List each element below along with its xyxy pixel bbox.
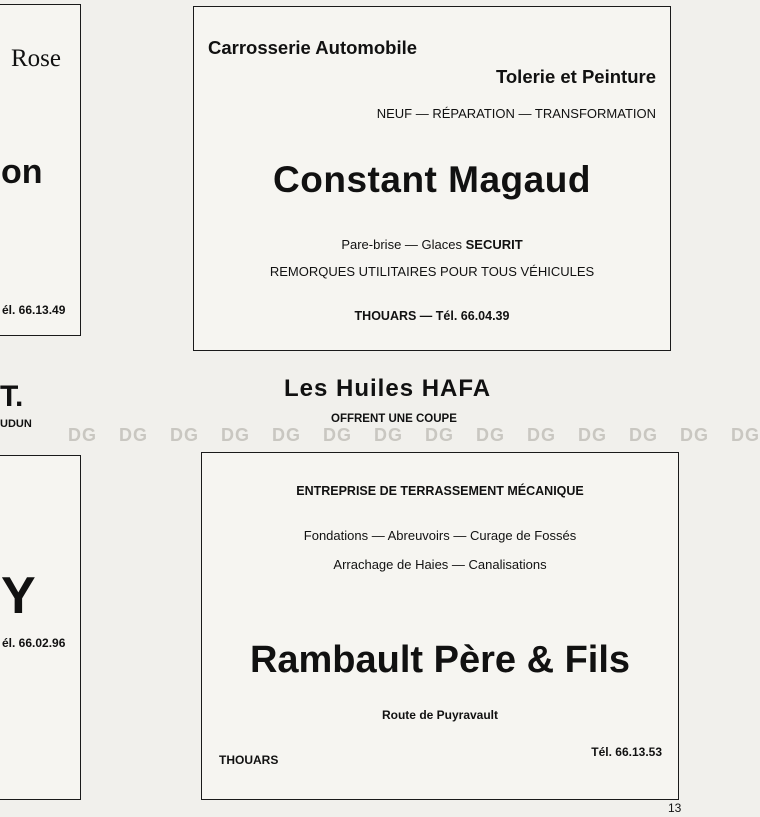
left-y-text: Y xyxy=(1,567,36,625)
left-udun-text: UDUN xyxy=(0,418,32,430)
carrosserie-name: Constant Magaud xyxy=(273,159,591,200)
carrosserie-contact: THOUARS — Tél. 66.04.39 xyxy=(354,309,510,323)
watermark-mark: DG xyxy=(527,425,556,445)
hafa-title: Les Huiles HAFA xyxy=(284,375,492,402)
rambault-services-2: Arrachage de Haies — Canalisations xyxy=(333,557,547,572)
watermark-mark: DG xyxy=(425,425,454,445)
rambault-services-1: Fondations — Abreuvoirs — Curage de Fossés xyxy=(303,528,577,543)
rambault-tel: Tél. 66.13.53 xyxy=(591,745,662,759)
rambault-ad xyxy=(201,452,679,800)
watermark-mark: DG xyxy=(374,425,403,445)
watermark-mark: DG xyxy=(170,425,199,445)
watermark-mark: DG xyxy=(221,425,250,445)
watermark-mark: DG xyxy=(119,425,148,445)
watermark-mark: DG xyxy=(272,425,301,445)
carrosserie-glass-prefix: Pare-brise — Glaces xyxy=(341,237,462,252)
left-rose-text: Rose xyxy=(11,45,61,72)
carrosserie-line2: Tolerie et Peinture xyxy=(495,66,656,87)
left-tel-1: él. 66.13.49 xyxy=(2,303,66,317)
watermark-mark: DG xyxy=(629,425,658,445)
watermark-mark: DG xyxy=(476,425,505,445)
left-t-text: T. xyxy=(0,380,24,413)
page-number: 13 xyxy=(668,801,682,815)
carrosserie-ad xyxy=(193,6,671,351)
watermark-mark: DG xyxy=(68,425,97,445)
carrosserie-line1: Carrosserie Automobile xyxy=(208,37,418,58)
rambault-heading: ENTREPRISE DE TERRASSEMENT MÉCANIQUE xyxy=(296,484,584,498)
left-ad-box-bottom xyxy=(0,455,81,800)
watermark-mark: DG xyxy=(680,425,709,445)
carrosserie-services: NEUF — RÉPARATION — TRANSFORMATION xyxy=(376,106,656,121)
watermark-strip xyxy=(0,425,760,447)
watermark-mark: DG xyxy=(731,425,760,445)
rambault-address: Route de Puyravault xyxy=(381,708,499,722)
watermark-mark: DG xyxy=(323,425,352,445)
hafa-subtitle: OFFRENT UNE COUPE xyxy=(331,413,457,425)
left-tel-2: él. 66.02.96 xyxy=(2,636,66,650)
rambault-name: Rambault Père & Fils xyxy=(249,639,631,681)
watermark-mark: DG xyxy=(578,425,607,445)
left-on-text: on xyxy=(1,153,43,191)
carrosserie-glass-line xyxy=(194,237,670,252)
rambault-city: THOUARS xyxy=(219,753,279,767)
carrosserie-trailers: REMORQUES UTILITAIRES POUR TOUS VÉHICULES xyxy=(269,264,595,279)
left-ad-box-top xyxy=(0,4,81,336)
carrosserie-glass-brand: SECURIT xyxy=(465,237,523,252)
